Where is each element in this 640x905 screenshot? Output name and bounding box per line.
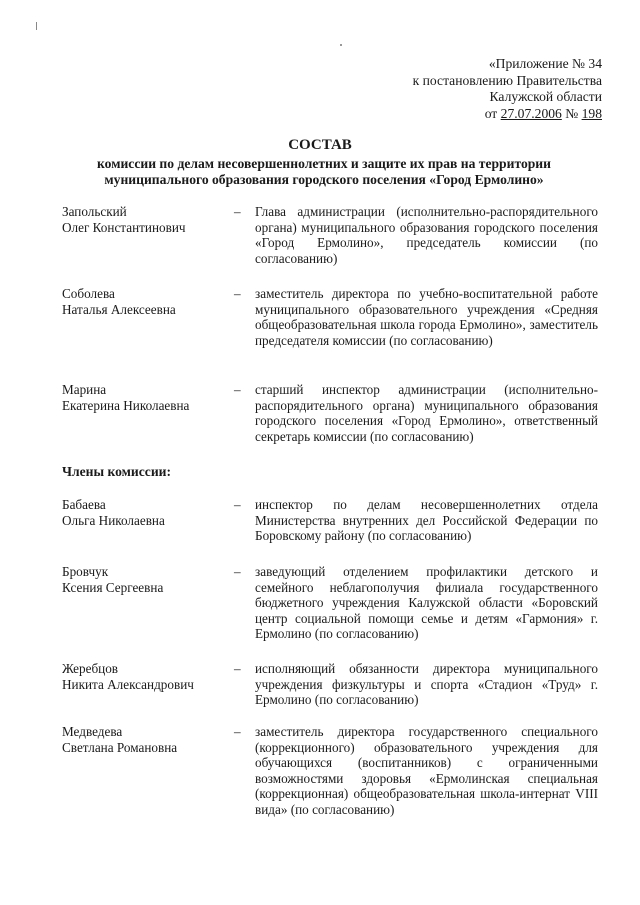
appendix-line-1: «Приложение № 34 bbox=[488, 56, 602, 71]
member-role: заместитель директора государственного специального (коррекционного) образовательного учреждения для обучающихся (воспитанников) с ограниченными возможностями здоровья «Ермолинская специальная (коррекционная) общеобразовательная школа-интернат VIII вида» (по согласованию) bbox=[255, 724, 598, 817]
member-surname: Бровчук bbox=[62, 564, 109, 579]
appendix-reference bbox=[413, 56, 602, 122]
member-name bbox=[62, 564, 232, 595]
member-name bbox=[62, 497, 232, 528]
member-name bbox=[62, 382, 232, 413]
member-name bbox=[62, 724, 232, 755]
member-given-name: Светлана Романовна bbox=[62, 739, 178, 755]
member-name bbox=[62, 286, 232, 317]
dash-separator: – bbox=[234, 204, 241, 219]
member-given-name: Ольга Николаевна bbox=[62, 512, 165, 528]
scan-speck bbox=[340, 44, 342, 46]
member-given-name: Никита Александрович bbox=[62, 676, 194, 692]
subtitle-line-2: муниципального образования городского поселения «Город Ермолино» bbox=[104, 171, 544, 187]
appendix-line-3: Калужской области bbox=[489, 89, 602, 104]
dash-separator: – bbox=[234, 661, 241, 676]
member-surname: Запольский bbox=[62, 204, 127, 219]
member-role: исполняющий обязанности директора муниципального учреждения физкультуры и спорта «Стадион «Труд» г. Ермолино (по согласованию) bbox=[255, 661, 598, 708]
member-name bbox=[62, 661, 232, 692]
member-given-name: Олег Константинович bbox=[62, 219, 186, 235]
dash-separator: – bbox=[234, 564, 241, 579]
member-surname: Жеребцов bbox=[62, 661, 119, 676]
member-surname: Медведева bbox=[62, 724, 123, 739]
appendix-mid: № bbox=[561, 105, 582, 121]
appendix-date: 27.07.2006 bbox=[500, 105, 562, 121]
member-role: заведующий отделением профилактики детского и семейного неблагополучия филиала государственного бюджетного учреждения Калужской области «Боровский центр социальной помощи семье и детям «Гармония» г. Ермолино (по согласованию) bbox=[255, 564, 598, 642]
member-given-name: Екатерина Николаевна bbox=[62, 397, 190, 413]
subtitle-line-1: комиссии по делам несовершеннолетних и защите их прав на территории bbox=[97, 156, 551, 171]
member-given-name: Наталья Алексеевна bbox=[62, 301, 176, 317]
member-role: Глава администрации (исполнительно-распорядительного органа) муниципального образования городского поселения «Город Ермолино», председатель комиссии (по согласованию) bbox=[255, 204, 598, 266]
appendix-line-4 bbox=[413, 106, 602, 123]
member-name bbox=[62, 204, 232, 235]
member-surname: Соболева bbox=[62, 286, 115, 301]
member-surname: Марина bbox=[62, 382, 107, 397]
scan-mark bbox=[36, 22, 37, 30]
dash-separator: – bbox=[234, 382, 241, 397]
member-surname: Бабаева bbox=[62, 497, 106, 512]
dash-separator: – bbox=[234, 497, 241, 512]
member-role: инспектор по делам несовершеннолетних отдела Министерства внутренних дел Российской Федерации по Боровскому району (по согласованию) bbox=[255, 497, 598, 544]
dash-separator: – bbox=[234, 724, 241, 739]
member-role: старший инспектор администрации (исполнительно-распорядительного органа) муниципального образования городского поселения «Город Ермолино», ответственный секретарь комиссии (по согласованию) bbox=[255, 382, 598, 444]
appendix-prefix: от bbox=[484, 105, 501, 121]
document-title: СОСТАВ bbox=[288, 137, 352, 153]
appendix-number: 198 bbox=[581, 105, 602, 121]
appendix-line-2: к постановлению Правительства bbox=[412, 72, 602, 88]
member-role: заместитель директора по учебно-воспитательной работе муниципального образовательного учреждения «Средняя общеобразовательная школа города Ермолино», заместитель председателя комиссии (по согласованию) bbox=[255, 286, 598, 348]
member-given-name: Ксения Сергеевна bbox=[62, 579, 164, 595]
document-subtitle bbox=[80, 156, 568, 187]
members-heading: Члены комиссии: bbox=[62, 464, 172, 479]
dash-separator: – bbox=[234, 286, 241, 301]
